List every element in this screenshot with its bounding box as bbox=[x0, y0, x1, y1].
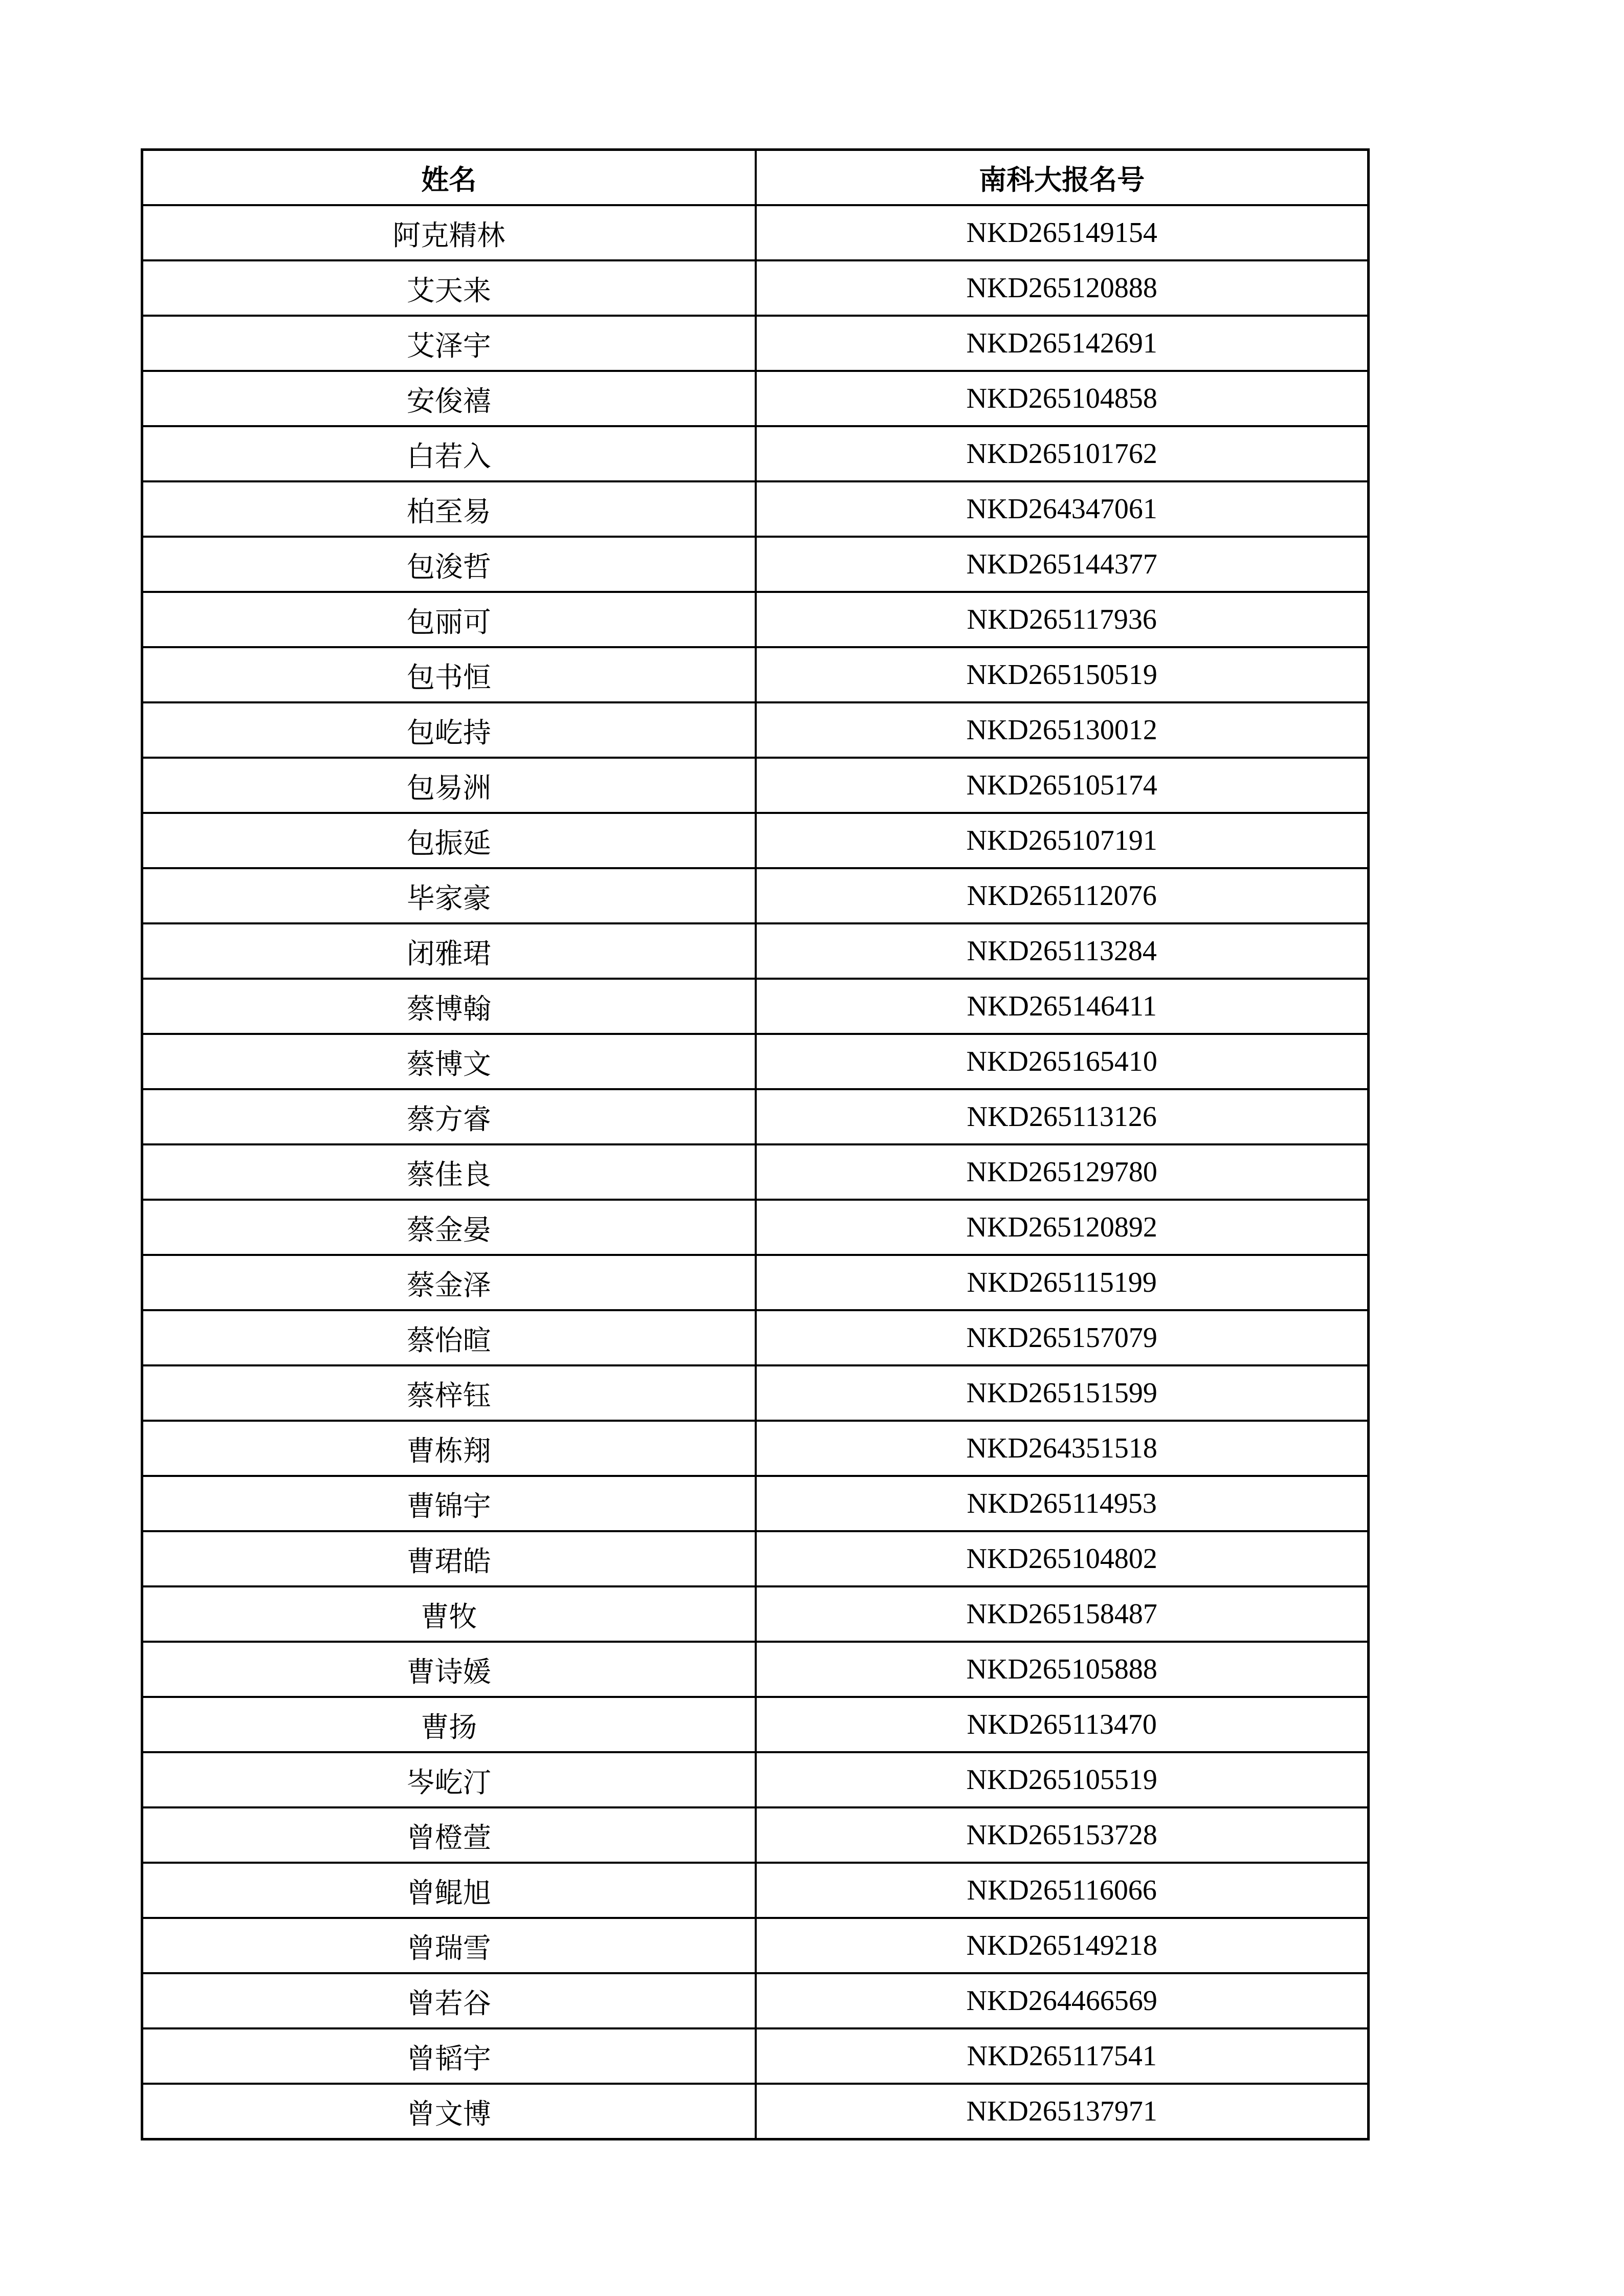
registration-id-cell: NKD265117541 bbox=[756, 2028, 1369, 2084]
registration-id-cell: NKD265113470 bbox=[756, 1697, 1369, 1752]
table-row bbox=[142, 1365, 1369, 1421]
student-name-cell: 曾鲲旭 bbox=[142, 1863, 756, 1918]
table-row bbox=[142, 1034, 1369, 1089]
table-row bbox=[142, 923, 1369, 979]
registration-id-cell: NKD265129780 bbox=[756, 1144, 1369, 1200]
student-name-cell: 蔡方睿 bbox=[142, 1089, 756, 1144]
table-row bbox=[142, 1642, 1369, 1697]
student-name-cell: 岑屹汀 bbox=[142, 1752, 756, 1807]
registration-id-cell: NKD265104802 bbox=[756, 1531, 1369, 1586]
registration-id-cell: NKD265105519 bbox=[756, 1752, 1369, 1807]
registration-id-cell: NKD265144377 bbox=[756, 537, 1369, 592]
registration-id-cell: NKD264351518 bbox=[756, 1421, 1369, 1476]
registration-id-cell: NKD265115199 bbox=[756, 1255, 1369, 1310]
header-name: 姓名 bbox=[142, 150, 756, 206]
student-name-cell: 艾泽宇 bbox=[142, 316, 756, 371]
student-name-cell: 曾橙萱 bbox=[142, 1807, 756, 1863]
registration-id-cell: NKD265113126 bbox=[756, 1089, 1369, 1144]
student-name-cell: 蔡梓钰 bbox=[142, 1365, 756, 1421]
registration-id-cell: NKD265120888 bbox=[756, 260, 1369, 316]
student-name-cell: 包屹持 bbox=[142, 702, 756, 758]
student-name-cell: 包易洲 bbox=[142, 758, 756, 813]
table-body bbox=[142, 205, 1369, 2139]
table-row bbox=[142, 1697, 1369, 1752]
student-name-cell: 曹扬 bbox=[142, 1697, 756, 1752]
student-name-cell: 蔡金泽 bbox=[142, 1255, 756, 1310]
table-row bbox=[142, 1973, 1369, 2028]
table-row bbox=[142, 426, 1369, 481]
student-name-cell: 曾文博 bbox=[142, 2084, 756, 2139]
table-row bbox=[142, 592, 1369, 647]
table-row bbox=[142, 2028, 1369, 2084]
table-row bbox=[142, 647, 1369, 702]
registration-id-cell: NKD265116066 bbox=[756, 1863, 1369, 1918]
table-row bbox=[142, 1586, 1369, 1642]
student-name-cell: 曹牧 bbox=[142, 1586, 756, 1642]
table-row bbox=[142, 702, 1369, 758]
registration-id-cell: NKD265120892 bbox=[756, 1200, 1369, 1255]
header-registration-id: 南科大报名号 bbox=[756, 150, 1369, 206]
registration-id-cell: NKD265104858 bbox=[756, 371, 1369, 426]
registration-id-cell: NKD265105174 bbox=[756, 758, 1369, 813]
registration-id-cell: NKD265153728 bbox=[756, 1807, 1369, 1863]
student-name-cell: 毕家豪 bbox=[142, 868, 756, 923]
registration-id-cell: NKD265114953 bbox=[756, 1476, 1369, 1531]
student-name-cell: 蔡金晏 bbox=[142, 1200, 756, 1255]
registration-id-cell: NKD264347061 bbox=[756, 481, 1369, 537]
table-row bbox=[142, 1255, 1369, 1310]
table-header bbox=[142, 150, 1369, 206]
student-name-cell: 曹诗媛 bbox=[142, 1642, 756, 1697]
table-row bbox=[142, 1476, 1369, 1531]
registration-id-cell: NKD265117936 bbox=[756, 592, 1369, 647]
student-name-cell: 曹栋翔 bbox=[142, 1421, 756, 1476]
student-name-cell: 曾瑞雪 bbox=[142, 1918, 756, 1973]
table-row bbox=[142, 1310, 1369, 1365]
table-row bbox=[142, 1531, 1369, 1586]
registration-id-cell: NKD265101762 bbox=[756, 426, 1369, 481]
student-name-cell: 蔡博翰 bbox=[142, 979, 756, 1034]
table-row bbox=[142, 1144, 1369, 1200]
table-row bbox=[142, 758, 1369, 813]
student-name-cell: 白若入 bbox=[142, 426, 756, 481]
table-row bbox=[142, 316, 1369, 371]
registration-id-cell: NKD265105888 bbox=[756, 1642, 1369, 1697]
registration-id-cell: NKD265146411 bbox=[756, 979, 1369, 1034]
registration-id-cell: NKD264466569 bbox=[756, 1973, 1369, 2028]
registration-id-cell: NKD265149218 bbox=[756, 1918, 1369, 1973]
registration-id-cell: NKD265157079 bbox=[756, 1310, 1369, 1365]
table-row bbox=[142, 260, 1369, 316]
student-name-cell: 艾天来 bbox=[142, 260, 756, 316]
student-name-cell: 包振延 bbox=[142, 813, 756, 868]
registration-id-cell: NKD265142691 bbox=[756, 316, 1369, 371]
registration-id-cell: NKD265112076 bbox=[756, 868, 1369, 923]
table-row bbox=[142, 1200, 1369, 1255]
registration-id-cell: NKD265151599 bbox=[756, 1365, 1369, 1421]
table-row bbox=[142, 481, 1369, 537]
registration-id-cell: NKD265158487 bbox=[756, 1586, 1369, 1642]
header-row bbox=[142, 150, 1369, 206]
student-name-cell: 曾韬宇 bbox=[142, 2028, 756, 2084]
registration-id-cell: NKD265113284 bbox=[756, 923, 1369, 979]
table-row bbox=[142, 1918, 1369, 1973]
student-name-cell: 包书恒 bbox=[142, 647, 756, 702]
table-row bbox=[142, 1863, 1369, 1918]
student-name-cell: 曹锦宇 bbox=[142, 1476, 756, 1531]
student-name-cell: 闭雅珺 bbox=[142, 923, 756, 979]
student-name-cell: 安俊禧 bbox=[142, 371, 756, 426]
registration-id-cell: NKD265165410 bbox=[756, 1034, 1369, 1089]
registration-id-cell: NKD265130012 bbox=[756, 702, 1369, 758]
table-row bbox=[142, 813, 1369, 868]
table-row bbox=[142, 868, 1369, 923]
table-row bbox=[142, 371, 1369, 426]
student-name-cell: 曹珺皓 bbox=[142, 1531, 756, 1586]
table-row bbox=[142, 2084, 1369, 2139]
student-name-cell: 蔡佳良 bbox=[142, 1144, 756, 1200]
table-row bbox=[142, 1807, 1369, 1863]
student-name-cell: 蔡博文 bbox=[142, 1034, 756, 1089]
student-name-cell: 柏至易 bbox=[142, 481, 756, 537]
student-name-cell: 包丽可 bbox=[142, 592, 756, 647]
admission-roster-table bbox=[141, 148, 1370, 2140]
table-row bbox=[142, 205, 1369, 260]
student-name-cell: 阿克精林 bbox=[142, 205, 756, 260]
registration-id-cell: NKD265107191 bbox=[756, 813, 1369, 868]
student-name-cell: 蔡怡暄 bbox=[142, 1310, 756, 1365]
registration-id-cell: NKD265149154 bbox=[756, 205, 1369, 260]
registration-id-cell: NKD265150519 bbox=[756, 647, 1369, 702]
registration-id-cell: NKD265137971 bbox=[756, 2084, 1369, 2139]
student-name-cell: 曾若谷 bbox=[142, 1973, 756, 2028]
table-row bbox=[142, 1089, 1369, 1144]
table-row bbox=[142, 537, 1369, 592]
table-row bbox=[142, 1752, 1369, 1807]
table-row bbox=[142, 979, 1369, 1034]
student-name-cell: 包浚哲 bbox=[142, 537, 756, 592]
table-row bbox=[142, 1421, 1369, 1476]
